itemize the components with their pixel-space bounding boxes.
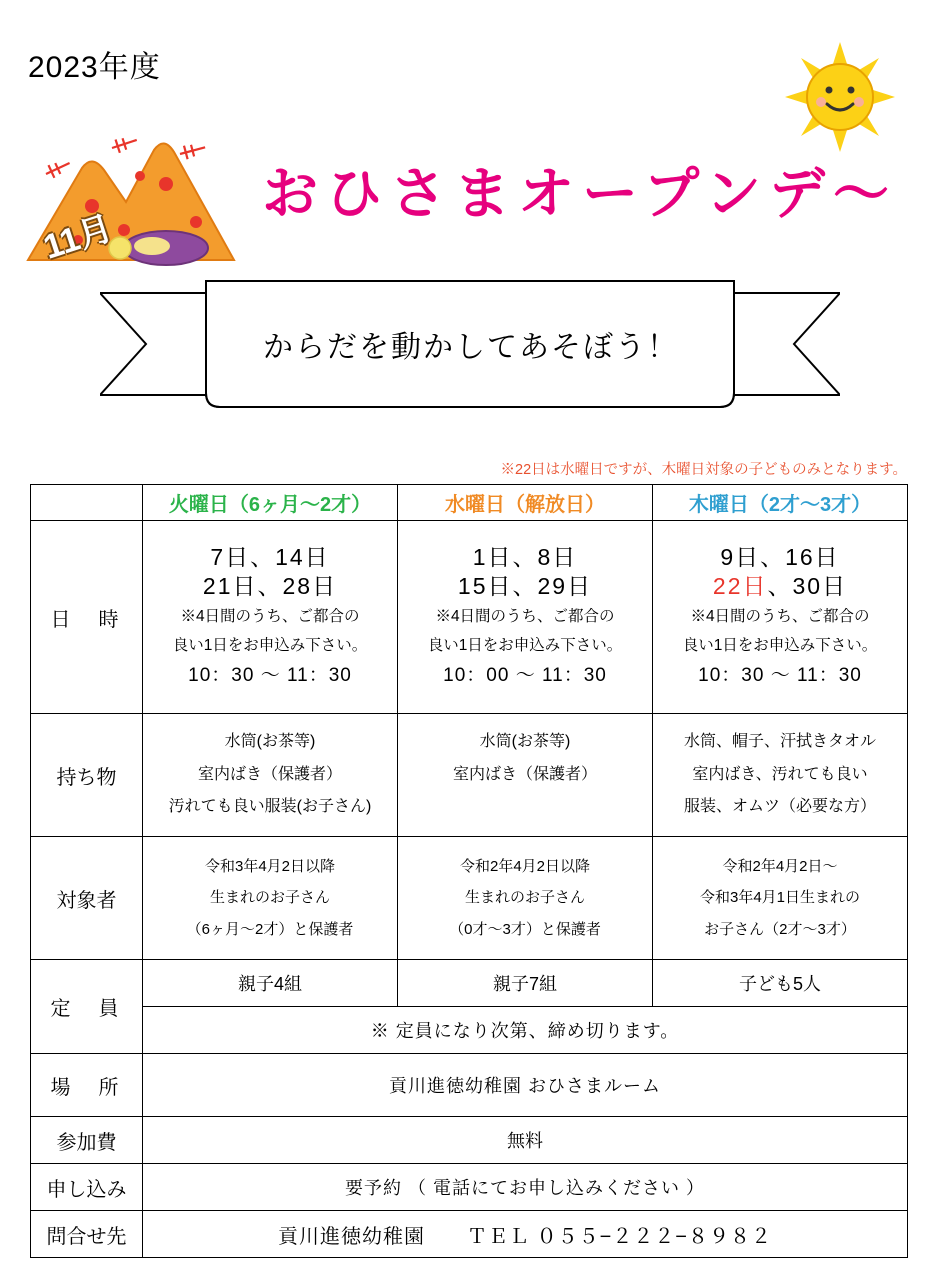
belongings-thu-l2: 室内ばき、汚れても良い — [692, 765, 868, 783]
contact-value: 貢川進徳幼稚園 ＴＥＬ ０５５−２２２−８９８２ — [143, 1211, 908, 1258]
capacity-thursday: 子ども5人 — [653, 960, 908, 1007]
header-cell-empty — [31, 485, 143, 521]
eligible-tue-l3: （6ヶ月〜2才）と保護者 — [186, 920, 354, 938]
belongings-wed-l2: 室内ばき（保護者） — [452, 765, 597, 783]
tue-note2: 良い1日をお申込み下さい。 — [172, 637, 368, 655]
table-row-eligible — [31, 837, 908, 960]
table-row-contact — [31, 1211, 908, 1258]
page-title: おひさまオープンデ〜 — [262, 162, 897, 225]
eligible-wed-l2: 生まれのお子さん — [464, 889, 585, 907]
eligible-thursday — [653, 837, 908, 960]
header-cell-thursday: 木曜日（2才〜3才） — [653, 485, 908, 521]
eligible-wed-l1: 令和2年4月2日以降 — [459, 857, 591, 875]
row-label-fee: 参加費 — [31, 1117, 143, 1164]
ribbon-text: からだを動かしてあそぼう！ — [263, 331, 679, 364]
row-label-place: 場 所 — [31, 1054, 143, 1117]
thu-note2: 良い1日をお申込み下さい。 — [682, 637, 878, 655]
table-row-place — [31, 1054, 908, 1117]
tue-time: 10：30 〜 11：30 — [188, 664, 352, 686]
row-label-eligible: 対象者 — [31, 837, 143, 960]
row-label-apply: 申し込み — [31, 1164, 143, 1211]
eligible-wed-l3: （0才〜3才）と保護者 — [449, 920, 601, 938]
tue-dates-line1: 7日、14日 — [210, 543, 330, 570]
eligible-tue-l1: 令和3年4月2日以降 — [204, 857, 336, 875]
wed-note1: ※4日間のうち、ご都合の — [435, 607, 615, 625]
schedule-table — [30, 484, 908, 1258]
eligible-tuesday — [143, 837, 398, 960]
row-label-datetime: 日 時 — [31, 521, 143, 714]
table-row-apply — [31, 1164, 908, 1211]
thu-note1: ※4日間のうち、ご都合の — [690, 607, 870, 625]
belongings-tue-l3: 汚れても良い服装(お子さん) — [168, 798, 372, 816]
capacity-note: ※ 定員になり次第、締め切ります。 — [143, 1007, 908, 1054]
belongings-thursday — [653, 714, 908, 837]
datetime-thursday — [653, 521, 908, 714]
wed-note2: 良い1日をお申込み下さい。 — [427, 637, 623, 655]
table-row-fee — [31, 1117, 908, 1164]
place-value: 貢川進徳幼稚園 おひさまルーム — [143, 1054, 908, 1117]
thu-dates-rest: 、30日 — [767, 573, 848, 600]
tue-dates-line2: 21日、28日 — [202, 573, 338, 600]
datetime-tuesday — [143, 521, 398, 714]
row-label-belongings: 持ち物 — [31, 714, 143, 837]
capacity-tuesday: 親子4組 — [143, 960, 398, 1007]
table-row-belongings — [31, 714, 908, 837]
thu-dates-highlight: 22日 — [712, 573, 768, 600]
fee-value: 無料 — [143, 1117, 908, 1164]
thu-time: 10：30 〜 11：30 — [698, 664, 862, 686]
eligible-tue-l2: 生まれのお子さん — [209, 889, 330, 907]
header-cell-wednesday: 水曜日（解放日） — [398, 485, 653, 521]
belongings-thu-l3: 服装、オムツ（必要な方） — [683, 798, 876, 816]
tue-note1: ※4日間のうち、ご都合の — [180, 607, 360, 625]
belongings-wed-l1: 水筒(お茶等) — [479, 732, 571, 750]
wed-dates-line1: 1日、8日 — [472, 543, 578, 570]
eligible-wednesday — [398, 837, 653, 960]
month-badge: 11月 — [38, 208, 118, 267]
capacity-wednesday: 親子7組 — [398, 960, 653, 1007]
eligible-thu-l3: お子さん（2才〜3才） — [704, 920, 856, 938]
belongings-wednesday — [398, 714, 653, 837]
belongings-tue-l1: 水筒(お茶等) — [224, 732, 316, 750]
eligible-thu-l1: 令和2年4月2日〜 — [722, 857, 838, 875]
table-row-capacity-note — [31, 1007, 908, 1054]
wed-dates-line2: 15日、29日 — [457, 573, 593, 600]
wed-time: 10：00 〜 11：30 — [443, 664, 607, 686]
belongings-tuesday — [143, 714, 398, 837]
sun-icon — [785, 42, 895, 152]
row-label-contact: 問合せ先 — [31, 1211, 143, 1258]
apply-value: 要予約 （ 電話にてお申し込みください ） — [143, 1164, 908, 1211]
table-header-row — [31, 485, 908, 521]
table-row-datetime — [31, 521, 908, 714]
datetime-wednesday — [398, 521, 653, 714]
schedule-note: ※22日は水曜日ですが、木曜日対象の子どものみとなります。 — [500, 462, 907, 478]
belongings-thu-l1: 水筒、帽子、汗拭きタオル — [683, 732, 876, 750]
eligible-thu-l2: 令和3年4月1日生まれの — [699, 889, 861, 907]
belongings-wed-l3 — [402, 791, 648, 824]
row-label-capacity: 定 員 — [31, 960, 143, 1054]
page-year: 2023年度 — [28, 51, 161, 84]
belongings-tue-l2: 室内ばき（保護者） — [197, 765, 342, 783]
table-row-capacity — [31, 960, 908, 1007]
thu-dates-line1: 9日、16日 — [720, 543, 840, 570]
header-cell-tuesday: 火曜日（6ヶ月〜2才） — [143, 485, 398, 521]
